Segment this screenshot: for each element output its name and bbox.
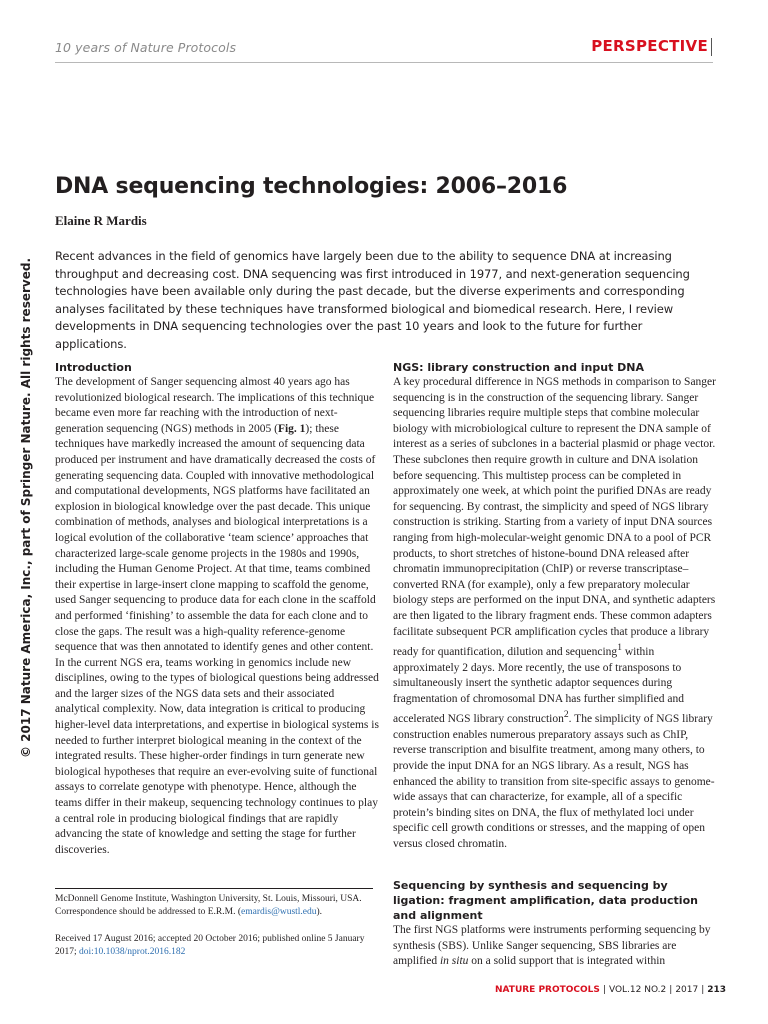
email-link[interactable]: emardis@wustl.edu bbox=[241, 906, 317, 917]
right-column bbox=[393, 360, 719, 971]
sbs-italic-term: in situ bbox=[439, 955, 469, 968]
sbs-heading: Sequencing by synthesis and sequencing by ligation: fragment amplification, data production and alignment bbox=[393, 879, 698, 922]
left-column bbox=[55, 360, 381, 870]
affiliation-text: McDonnell Genome Institute, Washington University, St. Louis, Missouri, USA. Correspondence should be addressed to E.R.M. ( bbox=[55, 894, 362, 917]
section-divider-tick bbox=[711, 38, 712, 56]
ngs-text-2: within approximately 2 days. More recently, the use of transposons to simultaneously insert the synthetic adaptor sequences during fragmentation of chromosomal DNA has further simplified and accelerated NGS library construction bbox=[393, 645, 684, 726]
footer-journal: NATURE PROTOCOLS bbox=[495, 985, 600, 995]
reference-2[interactable]: 2 bbox=[563, 709, 569, 721]
sbs-text-2: on a solid support that is integrated within bbox=[468, 955, 666, 968]
reference-1[interactable]: 1 bbox=[617, 642, 622, 654]
received-text: Received 17 August 2016; accepted 20 October 2016; published online 5 January 2017; bbox=[55, 934, 365, 957]
affiliation-text-end: ). bbox=[316, 906, 323, 917]
page-number: 213 bbox=[707, 985, 727, 995]
introduction-heading: Introduction bbox=[55, 361, 132, 374]
figure-1-reference[interactable]: Fig. 1 bbox=[277, 422, 306, 435]
ngs-text-3: . The simplicity of NGS library construction enables numerous preparatory assays such as ChIP, reverse transcription and bisulfite treatment, among many others, to provide the input DNA for an NGS library. As a result, NGS has enhanced the ability to transition from site-specific assays to genome-wide assays that can characterize, for example, all of a specific protein’s binding sites on DNA, the flux of methylated loci under specific cell growth conditions or stresses, and the mapping of open versus closed chromatin. bbox=[393, 713, 715, 850]
ngs-library-heading: NGS: library construction and input DNA bbox=[393, 361, 645, 374]
sbs-body bbox=[393, 923, 719, 971]
ngs-text-1: A key procedural difference in NGS methods in comparison to Sanger sequencing is in the construction of the sequencing library. Sanger sequencing libraries require multiple steps that combine molecular biology with microbiological culture to represent the DNA sample of interest as a series of subclones in a bacterial plasmid or phage vector. These subclones then require growth in culture and DNA isolation before sequencing. This multistep process can be completed in approximately one week, at which point the purified DNAs are ready for sequencing. By contrast, the simplicity and speed of NGS library construction is striking. Starting from a variety of input DNA sources ranging from high-molecular-weight genomic DNA to a pool of PCR products, to short stretches of histone-bound DNA released after chromatin immunoprecipitation (ChIP) or reverse transcriptase–converted RNA (for example), only a few preparatory molecular biology steps are performed on the input DNA, and synthetic adapters are then ligated to the library fragment ends. These common adapters facilitate subsequent PCR amplification cycles that produce a library ready for quantification, dilution and sequencing bbox=[393, 376, 716, 658]
affiliation-rule bbox=[55, 888, 373, 889]
introduction-text-2: ); these techniques have markedly increased the amount of sequencing data produced per instrument and have dramatically decreased the costs of generating sequencing data. Coupled with innovative methodological and computational developments, NGS platforms have facilitated an explosion in biological knowledge over the past decade. This unique combination of methods, analyses and biological interpretations is a logical evolution of the collaborative ‘team science’ approaches that characterized large-scale genome projects in the 1980s and 1990s, including the Human Genome Project. At that time, teams combined their expertise in large-insert clone mapping to scaffold the genome, used Sanger sequencing to produce data for each clone in the scaffold and performed ‘finishing’ to assemble the data for each clone and to close the gaps. The result was a high-quality reference-genome sequence that was then annotated to identify genes and other content. In the current NGS era, teams working in genomics include new disciplines, owing to the types of biological questions being addressed and the larger sizes of the NGS data sets and their associated analytical complexity. Now, data integration is critical to producing higher-level data interpretations, and expertise in biological systems is needed to further interpret biological meaning in the context of the integrated results. These higher-order findings in turn generate new biological hypotheses that require an ever-evolving suite of functional assays to correlate genotype with phenotype. Hence, although the teams differ in their makeup, sequencing technology continues to play a central role in producing biological findings that are rapidly advancing the state of knowledge and setting the stage for further discoveries. bbox=[55, 422, 379, 856]
author-name: Elaine R Mardis bbox=[55, 213, 147, 228]
introduction-text-1: The development of Sanger sequencing almost 40 years ago has revolutionized biological research. The implications of this technique became even more far reaching with the introduction of next-generation sequencing (NGS) methods in 2005 ( bbox=[55, 376, 375, 435]
sbs-text-1: The first NGS platforms were instruments performing sequencing by synthesis (SBS). Unlike Sanger sequencing, SBS libraries are amplified bbox=[393, 924, 711, 968]
doi-link[interactable]: doi:10.1038/nprot.2016.182 bbox=[79, 946, 186, 957]
introduction-body bbox=[55, 375, 381, 870]
page-footer: NATURE PROTOCOLS | VOL.12 NO.2 | 2017 | 213 bbox=[495, 985, 727, 995]
affiliation bbox=[55, 893, 385, 918]
footer-volume: VOL.12 NO.2 bbox=[608, 985, 667, 995]
footer-year: 2017 bbox=[675, 985, 699, 995]
article-title: DNA sequencing technologies: 2006–2016 bbox=[55, 174, 568, 199]
running-head: 10 years of Nature Protocols bbox=[55, 40, 237, 55]
received-dates bbox=[55, 933, 385, 958]
copyright-notice: © 2017 Nature America, Inc., part of Springer Nature. All rights reserved. bbox=[19, 258, 33, 759]
ngs-library-body bbox=[393, 375, 719, 870]
header-rule bbox=[55, 62, 713, 63]
abstract: Recent advances in the field of genomics have largely been due to the ability to sequence DNA at increasing throughput and decreasing cost. DNA sequencing was first introduced in 1977, and next-generation sequencing technologies have been available only during the past decade, but the diverse experiments and corresponding analyses facilitated by these techniques have transformed biological and biomedical research. Here, I review developments in DNA sequencing technologies over the past 10 years and look to the future for further applications. bbox=[55, 249, 690, 351]
section-label: PERSPECTIVE bbox=[591, 37, 708, 55]
